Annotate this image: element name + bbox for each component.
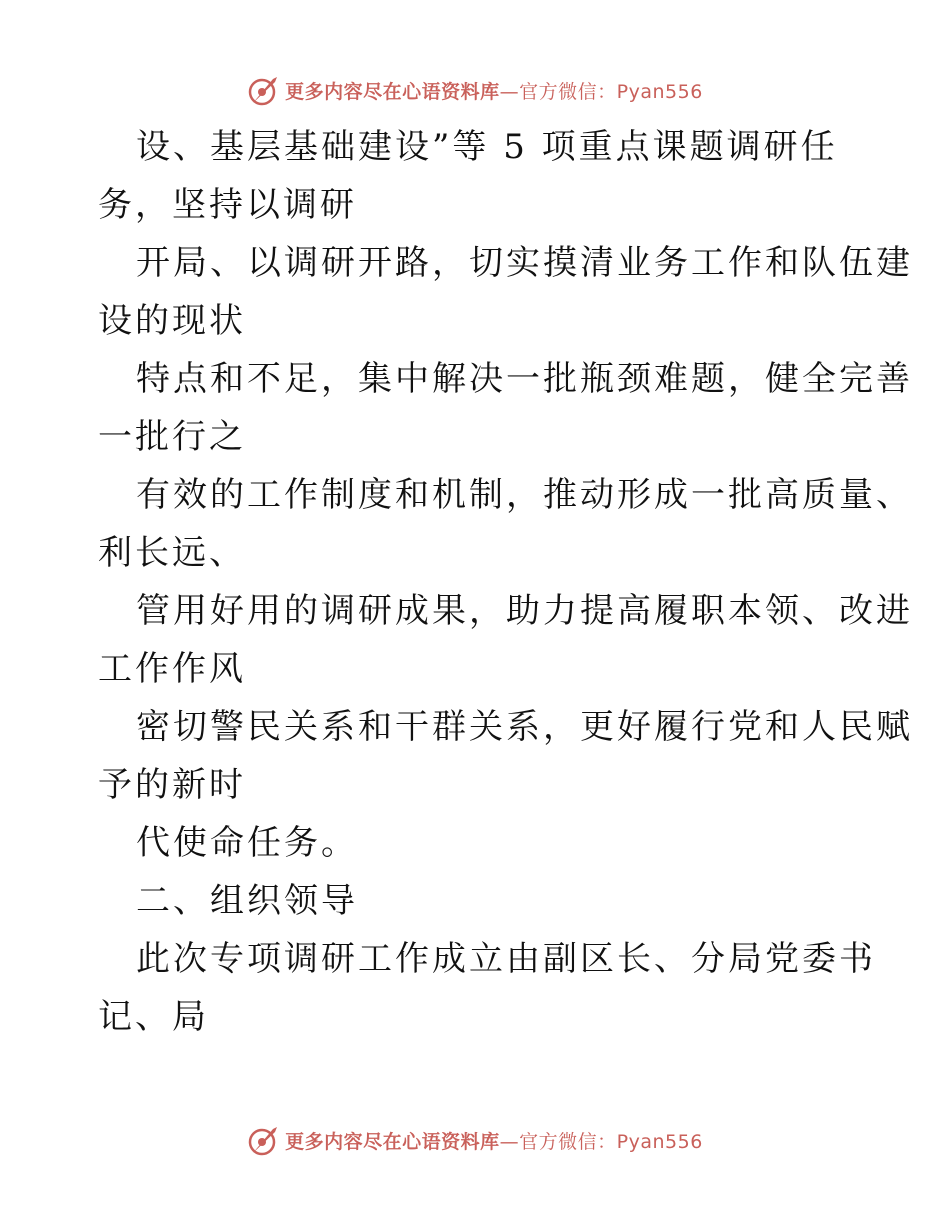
body-line: 予的新时 [98,765,246,805]
body-line: 有效的工作制度和机制，推动形成一批高质量、 [136,475,913,515]
body-line: 开局、以调研开路，切实摸清业务工作和队伍建 [136,243,913,283]
body-line: 设、基层基础建设”等 5 项重点课题调研任 [136,127,838,167]
header-banner-main: 更多内容尽在心语资料库 [285,80,500,103]
footer-banner-main: 更多内容尽在心语资料库 [285,1130,500,1153]
body-line: 一批行之 [98,417,246,457]
body-line: 特点和不足，集中解决一批瓶颈难题，健全完善 [136,359,913,399]
header-banner [0,70,950,110]
footer-banner [0,1120,950,1160]
body-line: 设的现状 [98,301,246,341]
body-line: 工作作风 [98,649,246,689]
footer-banner-sub: —官方微信：Pyan556 [499,1130,703,1153]
body-line: 密切警民关系和干群关系，更好履行党和人民赋 [136,707,913,747]
header-banner-text [285,77,703,104]
body-line: 代使命任务。 [136,823,358,863]
quill-pen-logo-icon [247,73,281,107]
document-body [98,118,913,1046]
quill-pen-logo-icon [247,1123,281,1157]
section-heading: 二、组织领导 [136,881,358,921]
body-line: 务，坚持以调研 [98,185,357,225]
body-line: 此次专项调研工作成立由副区长、分局党委书 [136,939,876,979]
footer-banner-text [285,1127,703,1154]
body-line: 利长远、 [98,533,246,573]
body-line: 记、局 [98,997,209,1037]
header-banner-sub: —官方微信：Pyan556 [499,80,703,103]
body-line: 管用好用的调研成果，助力提高履职本领、改进 [136,591,913,631]
